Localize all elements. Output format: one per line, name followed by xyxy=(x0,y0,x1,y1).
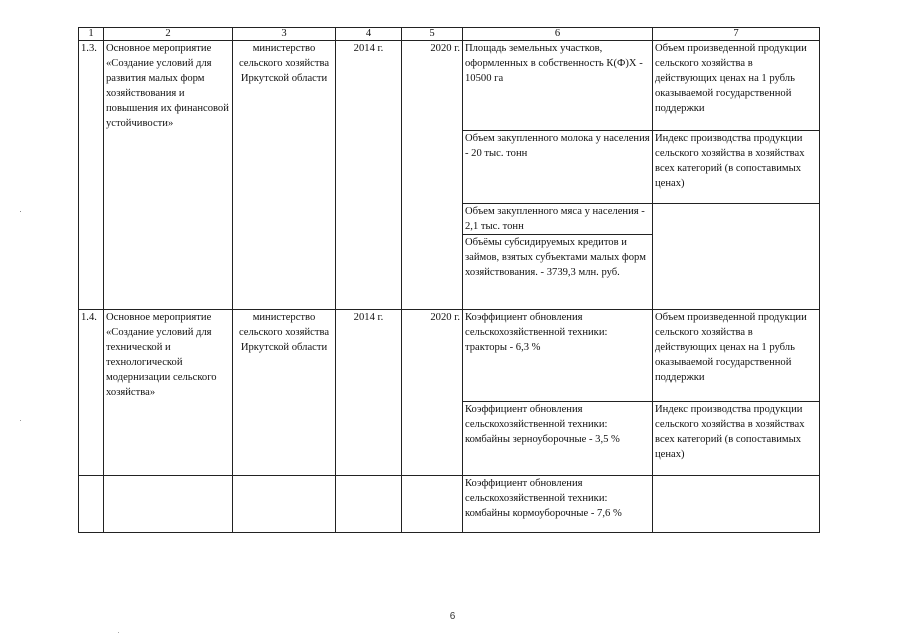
start-year: 2014 г. xyxy=(336,41,402,310)
column-number: 5 xyxy=(402,28,463,41)
item-number: 1.3. xyxy=(79,41,104,310)
target-indicator: Объем произведенной продукции сельского хозяйства в действующих ценах на 1 рубль оказываемой государственной поддержки xyxy=(653,310,820,402)
column-number: 1 xyxy=(79,28,104,41)
expected-result: Коэффициент обновления сельскохозяйственной техники: тракторы - 6,3 % xyxy=(463,310,653,402)
start-year: 2014 г. xyxy=(336,310,402,476)
end-year: 2020 г. xyxy=(402,310,463,476)
expected-result: Коэффициент обновления сельскохозяйственной техники: комбайны кормоуборочные - 7,6 % xyxy=(463,476,653,533)
expected-result: Площадь земельных участков, оформленных в собственность К(Ф)Х - 10500 га xyxy=(463,41,653,131)
end-year: 2020 г. xyxy=(402,41,463,310)
activity-name: Основное мероприятие «Создание условий для развития малых форм хозяйствования и повышения их финансовой устойчивости» xyxy=(104,41,233,310)
column-number: 2 xyxy=(104,28,233,41)
executor: министерство сельского хозяйства Иркутской области xyxy=(233,310,336,476)
executor: министерство сельского хозяйства Иркутской области xyxy=(233,41,336,310)
column-number: 7 xyxy=(653,28,820,41)
target-indicator: Объем произведенной продукции сельского хозяйства в действующих ценах на 1 рубль оказываемой государственной поддержки xyxy=(653,41,820,131)
expected-result: Коэффициент обновления сельскохозяйственной техники: комбайны зерноуборочные - 3,5 % xyxy=(463,402,653,476)
target-indicator: Индекс производства продукции сельского хозяйства в хозяйствах всех категорий (в сопоставимых ценах) xyxy=(653,402,820,476)
target-indicator: Индекс производства продукции сельского хозяйства в хозяйствах всех категорий (в сопоставимых ценах) xyxy=(653,131,820,204)
item-number: 1.4. xyxy=(79,310,104,476)
expected-result: Объёмы субсидируемых кредитов и займов, взятых субъектами малых форм хозяйствования. - 3739,3 млн. руб. xyxy=(463,235,653,310)
activity-name: Основное мероприятие «Создание условий для технической и технологической модернизации сельского хозяйства» xyxy=(104,310,233,476)
page-number: 6 xyxy=(449,611,456,622)
expected-result: Объем закупленного мяса у населения - 2,1 тыс. тонн xyxy=(463,204,653,235)
column-number: 6 xyxy=(463,28,653,41)
expected-result: Объем закупленного молока у населения - 20 тыс. тонн xyxy=(463,131,653,204)
column-number: 3 xyxy=(233,28,336,41)
column-number: 4 xyxy=(336,28,402,41)
